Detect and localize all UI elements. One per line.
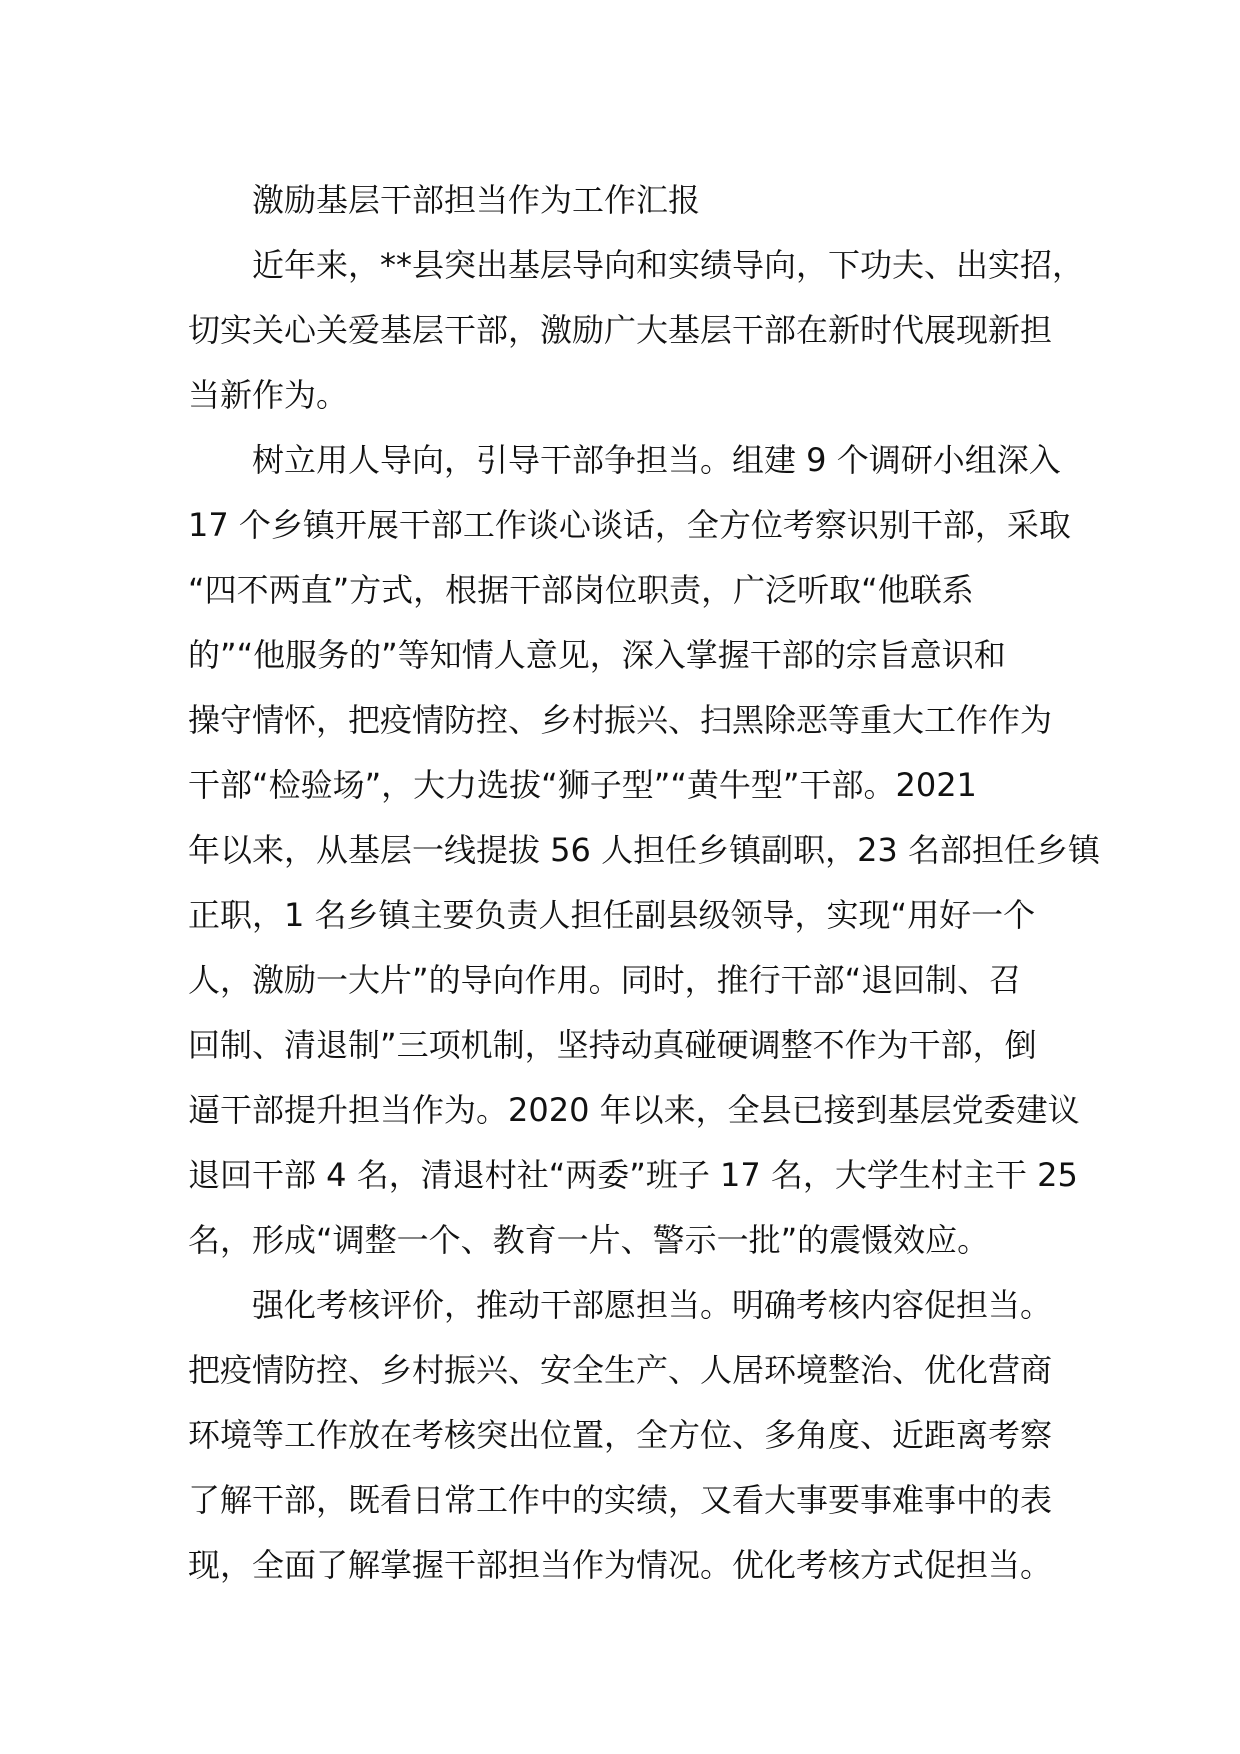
paragraph-line: 环境等工作放在考核突出位置，全方位、多角度、近距离考察 (188, 1416, 1053, 1454)
paragraph-line: 操守情怀，把疫情防控、乡村振兴、扫黑除恶等重大工作作为 (188, 701, 1053, 739)
paragraph-line: 17 个乡镇开展干部工作谈心谈话，全方位考察识别干部，采取 (188, 506, 1071, 544)
paragraph-line: 树立用人导向，引导干部争担当。组建 9 个调研小组深入 (252, 441, 1061, 479)
paragraph-line: 切实关心关爱基层干部，激励广大基层干部在新时代展现新担 (188, 311, 1053, 349)
paragraph-guidance (188, 428, 1100, 1273)
document-body (188, 168, 1100, 1598)
paragraph-line: “四不两直”方式，根据干部岗位职责，广泛听取“他联系 (188, 571, 974, 609)
paragraph-line: 现，全面了解掌握干部担当作为情况。优化考核方式促担当。 (188, 1546, 1053, 1584)
paragraph-line: 回制、清退制”三项机制，坚持动真碰硬调整不作为干部，倒 (188, 1026, 1037, 1064)
paragraph-line: 年以来，从基层一线提拔 56 人担任乡镇副职，23 名部担任乡镇 (188, 831, 1100, 869)
paragraph-line: 退回干部 4 名，清退村社“两委”班子 17 名，大学生村主干 25 (188, 1156, 1078, 1194)
paragraph-line: 逼干部提升担当作为。2020 年以来，全县已接到基层党委建议 (188, 1091, 1080, 1129)
paragraph-line: 正职，1 名乡镇主要负责人担任副县级领导，实现“用好一个 (188, 896, 1036, 934)
paragraph-line: 了解干部，既看日常工作中的实绩，又看大事要事难事中的表 (188, 1481, 1053, 1519)
paragraph-assessment (188, 1273, 1068, 1598)
paragraph-line: 人，激励一大片”的导向作用。同时，推行干部“退回制、召 (188, 961, 1022, 999)
paragraph-line: 名，形成“调整一个、教育一片、警示一批”的震慑效应。 (188, 1221, 990, 1259)
paragraph-line: 把疫情防控、乡村振兴、安全生产、人居环境整治、优化营商 (188, 1351, 1053, 1389)
paragraph-line: 近年来，**县突出基层导向和实绩导向，下功夫、出实招， (252, 246, 1085, 284)
paragraph-line: 干部“检验场”，大力选拔“狮子型”“黄牛型”干部。2021 (188, 766, 977, 804)
paragraph-line: 的”“他服务的”等知情人意见，深入掌握干部的宗旨意识和 (188, 636, 1006, 674)
paragraph-intro (188, 233, 1085, 428)
document-title: 激励基层干部担当作为工作汇报 (252, 181, 701, 219)
paragraph-line: 强化考核评价，推动干部愿担当。明确考核内容促担当。 (252, 1286, 1053, 1324)
paragraph-line: 当新作为。 (188, 376, 349, 414)
